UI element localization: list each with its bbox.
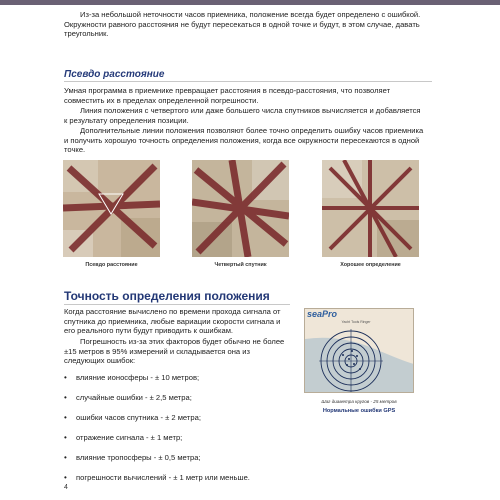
bullet-text: отражение сигнала - ± 1 метр; (76, 433, 183, 442)
accuracy-heading: Точность определения положения (64, 289, 270, 303)
error-bullet-item: • отражение сигнала - ± 1 метр; (64, 433, 183, 442)
bullet-text: ошибки часов спутника - ± 2 метра; (76, 413, 201, 422)
bullet-text: влияние ионосферы - ± 10 метров; (76, 373, 200, 382)
error-bullet-item: • погрешности вычислений - ± 1 метр или меньше. (64, 473, 250, 482)
good-fix-figure (322, 160, 419, 257)
seapro-sub-label: Yacht Tools Ringer (341, 320, 371, 324)
accuracy-paragraph-2: Погрешность из-за этих факторов будет обычно не более ±15 метров в 95% измерений и складывается она из следующих ошибок: (64, 337, 285, 366)
seapro-logo: seaPro (307, 309, 338, 319)
pseudo-range-diagram (63, 160, 160, 257)
figure-caption-fourth-satellite: Четвертый спутник (214, 262, 267, 268)
pseudo-paragraph-3: Дополнительные линии положения позволяют более точно определить ошибку часов приемника и получить хорошую точность определения положения, когда все окружности пересекаются в одной точке. (64, 126, 424, 155)
position-line (63, 204, 160, 208)
pseudo-range-rule (64, 81, 432, 82)
gps-fix-dot (359, 368, 361, 370)
error-bullet-item: • ошибки часов спутника - ± 2 метра; (64, 413, 201, 422)
gps-fix-dot (356, 355, 358, 357)
gps-fix-dot (351, 350, 353, 352)
intro-paragraph: Из-за небольшой неточности часов приемника, положение всегда будет определено с ошибкой. Окружности равного расстояния не будут пересекаться в одной точке и будут, в этом случае, давать треугольник. (64, 10, 421, 39)
bullet-text: погрешности вычислений - ± 1 метр или меньше. (76, 473, 250, 482)
good-fix-diagram (322, 160, 419, 257)
error-bullet-item: • влияние ионосферы - ± 10 метров; (64, 373, 200, 382)
gps-fix-dot (346, 364, 348, 366)
bullet-text: случайные ошибки - ± 2,5 метра; (76, 393, 192, 402)
figure-caption-pseudo-range: Псевдо расстояние (85, 262, 138, 268)
accuracy-rule (64, 304, 290, 305)
accuracy-paragraph-1: Когда расстояние вычислено по времени прохода сигнала от спутника до приемника, любые вариации скорости сигнала и его реального пути будут приводить к ошибкам. (64, 307, 281, 336)
page-number: 4 (64, 484, 68, 491)
gps-fix-dot (348, 358, 350, 360)
error-bullet-item: • случайные ошибки - ± 2,5 метра; (64, 393, 192, 402)
fourth-satellite-figure (192, 160, 289, 257)
ring-scale-note: Шаг диаметра кругов - 25 метров (321, 399, 397, 404)
error-bullet-item: • влияние тропосферы - ± 0,5 метра; (64, 453, 201, 462)
gps-fix-dot (342, 354, 344, 356)
gps-error-caption: Нормальные ошибки GPS (322, 408, 396, 414)
pseudo-range-figure (63, 160, 160, 257)
top-color-bar (0, 0, 500, 5)
pseudo-range-heading: Псевдо расстояние (64, 69, 165, 80)
pseudo-paragraph-2: Линия положения с четвертого или даже большего числа спутников вычисляется и добавляется к результату определения позиции. (64, 106, 421, 125)
bullet-text: влияние тропосферы - ± 0,5 метра; (76, 453, 201, 462)
gps-fix-dot (353, 363, 355, 365)
pseudo-paragraph-1: Умная программа в приемнике превращает расстояния в псевдо-расстояния, что позволяет совместить их в пределах определенной погрешности. (64, 86, 391, 105)
fourth-satellite-diagram (192, 160, 289, 257)
figure-caption-good-fix: Хорошее определение (340, 262, 401, 268)
